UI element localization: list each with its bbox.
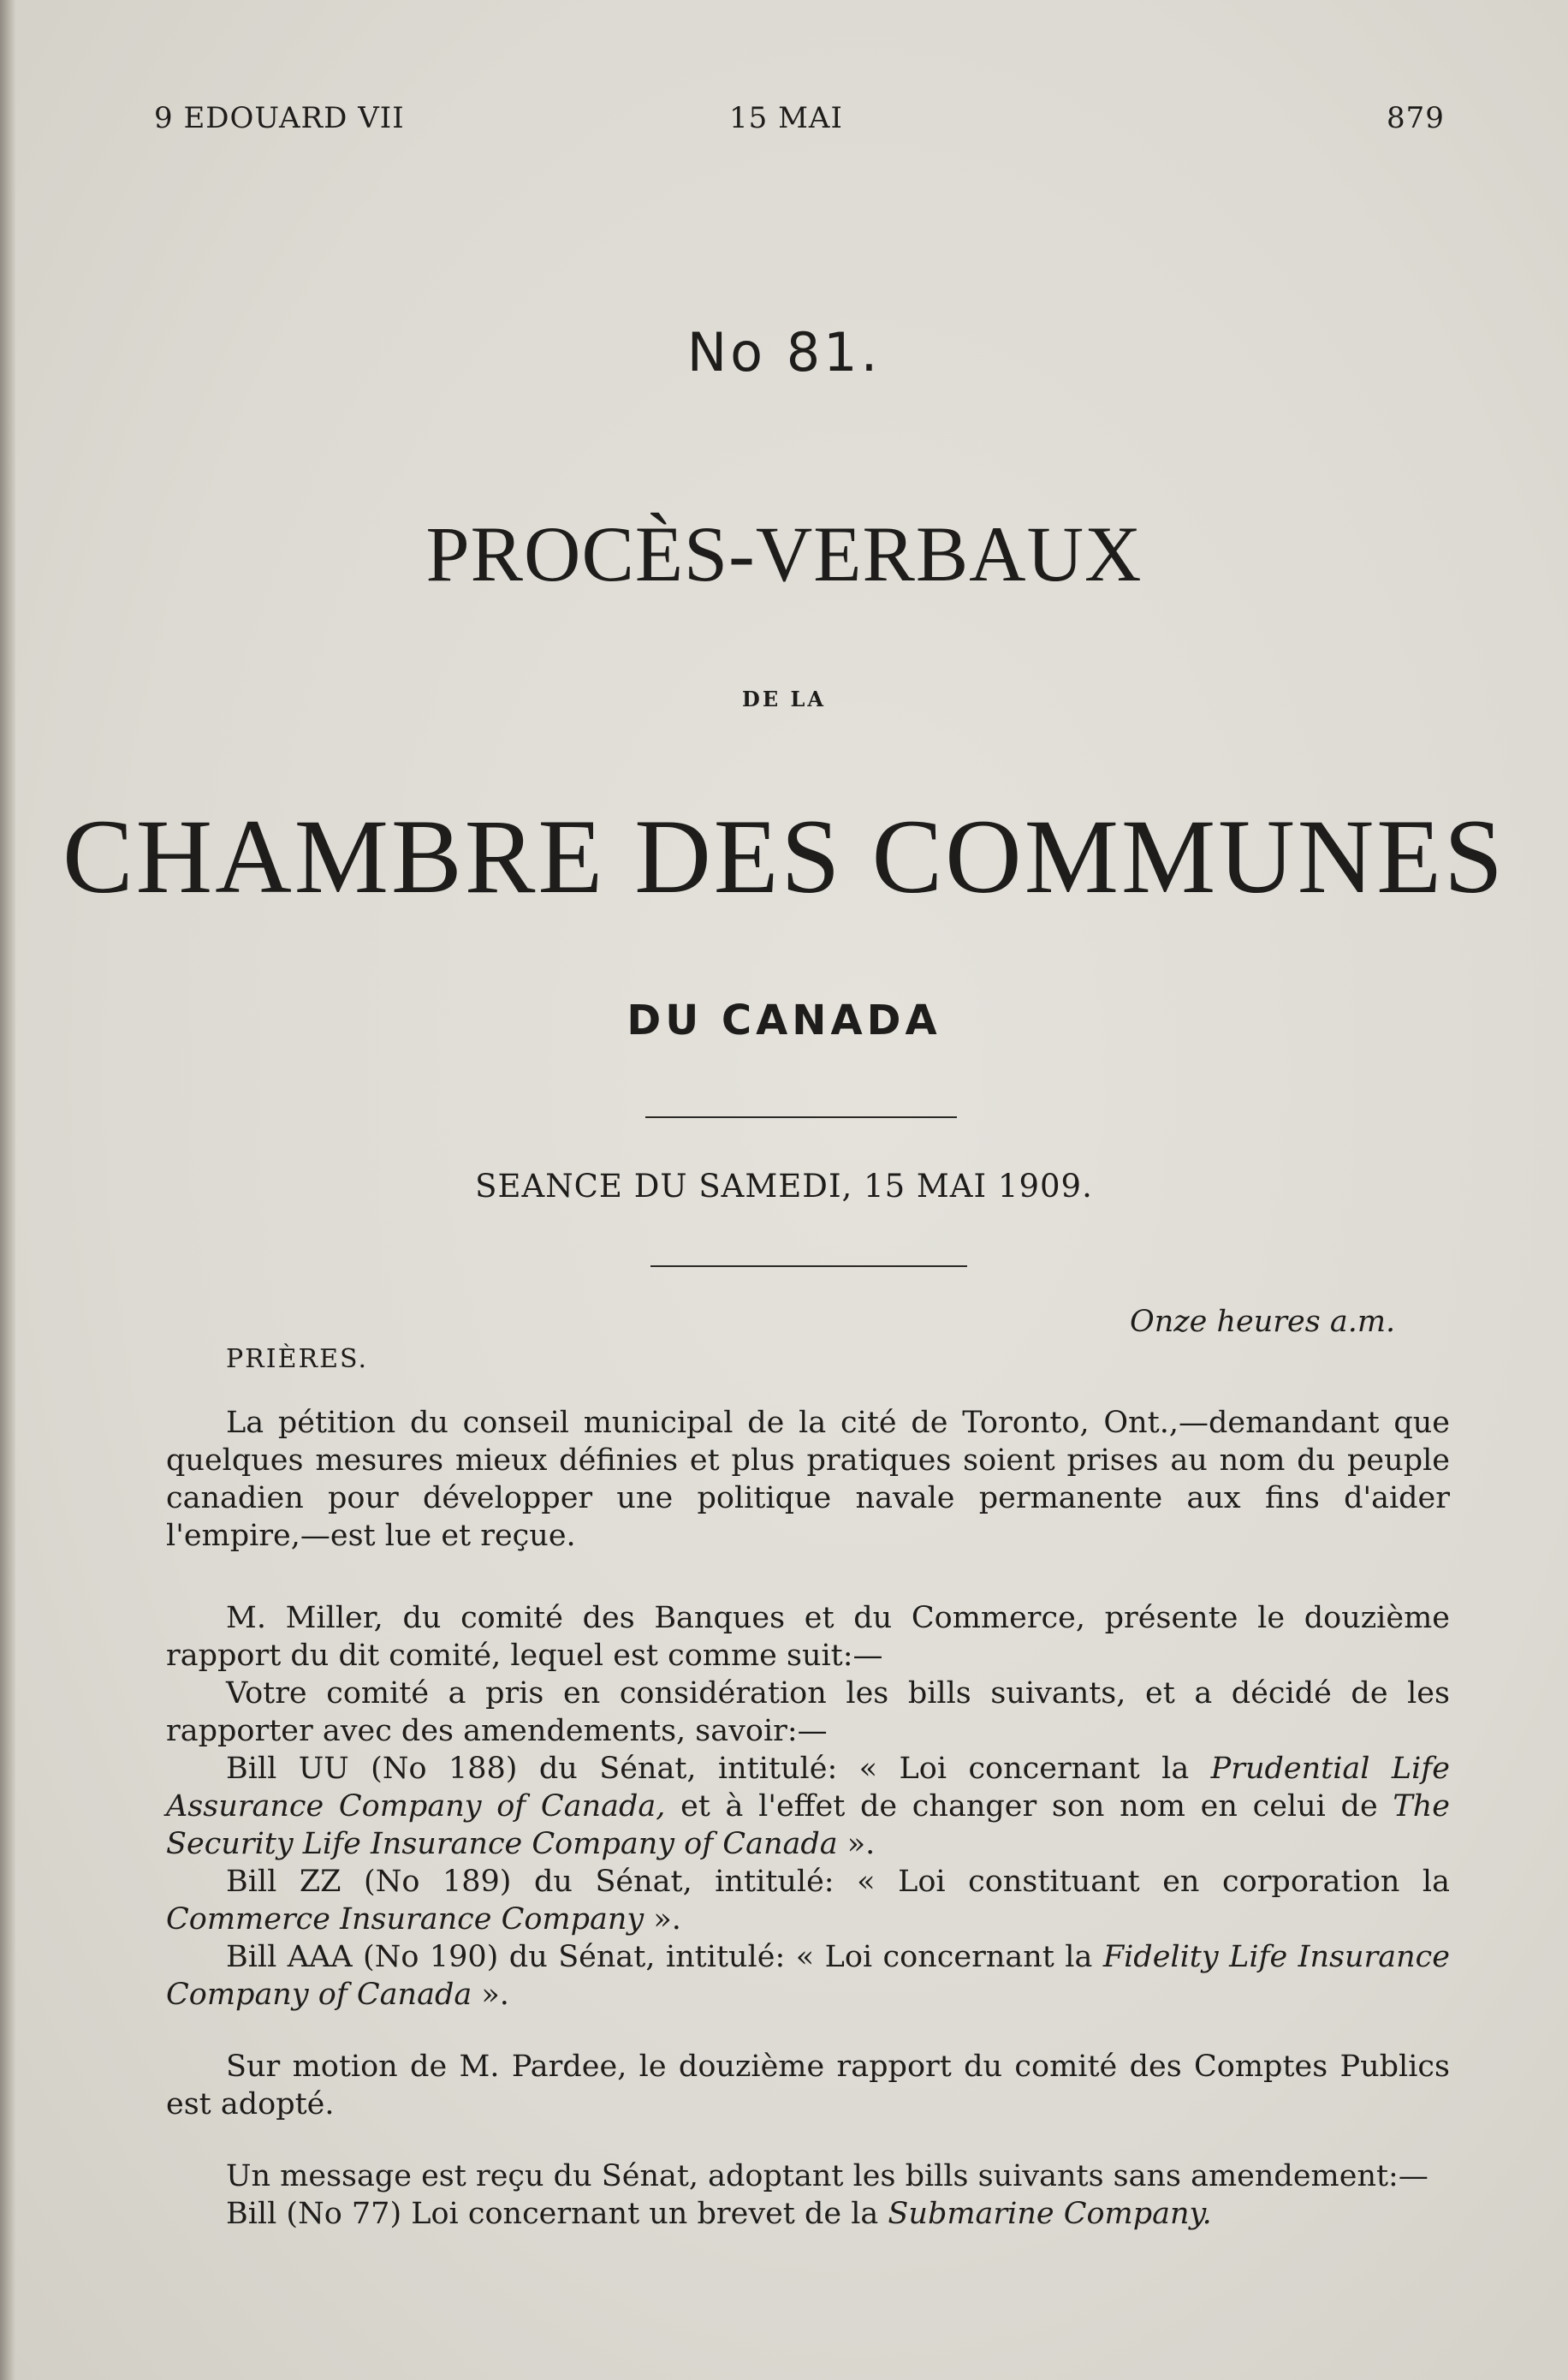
header-date: 15 MAI (729, 101, 843, 135)
title-proces-verbaux: PROCÈS-VERBAUX (425, 510, 1143, 598)
session-time: Onze heures a.m. (1130, 1305, 1396, 1339)
report-paragraph: M. Miller, du comité des Banques et du Commerce, présente le douzième rapport du dit comité, lequel est comme suit:— (166, 1601, 1450, 1673)
minutes-body (166, 1404, 1450, 2233)
page-number: 879 (1387, 101, 1445, 135)
title-du-canada: DU CANADA (627, 997, 941, 1044)
document-number: No 81. (686, 321, 882, 384)
committee-paragraph: Votre comité a pris en considération les bills suivants, et a décidé de les rapporter avec des amendements, savoir:— (166, 1676, 1450, 1748)
bill-aaa-paragraph: Bill AAA (No 190) du Sénat, intitulé: « Loi concernant la Fidelity Life Insurance Company of Canada ». (166, 1940, 1451, 2012)
bill-zz-paragraph: Bill ZZ (No 189) du Sénat, intitulé: « Loi constituant en corporation la Commerce Insurance Company ». (166, 1865, 1450, 1937)
senate-message-paragraph: Un message est reçu du Sénat, adoptant les bills suivants sans amendement:— (226, 2159, 1428, 2193)
divider-rule (650, 1265, 967, 1267)
header-reign: 9 EDOUARD VII (154, 101, 405, 135)
bill-77-paragraph: Bill (No 77) Loi concernant un brevet de la Submarine Company. (226, 2197, 1212, 2231)
petition-paragraph: La pétition du conseil municipal de la cité de Toronto, Ont.,—demandant que quelques mesures mieux définies et plus pratiques soient prises au nom du peuple canadien pour développer une politique navale permanente aux fins d'aider l'empire,—est lue et reçue. (166, 1406, 1450, 1553)
bill-uu-paragraph: Bill UU (No 188) du Sénat, intitulé: « Loi concernant la Prudential Life Assurance Company of Canada, et à l'effet de changer son nom en celui de The Security Life Insurance Company of Canada ». (166, 1752, 1451, 1861)
title-de-la: DE LA (742, 687, 826, 711)
title-chambre-des-communes: CHAMBRE DES COMMUNES (62, 798, 1506, 915)
prayers-heading: PRIÈRES. (226, 1344, 369, 1374)
session-heading: SEANCE DU SAMEDI, 15 MAI 1909. (475, 1168, 1093, 1205)
divider-rule (645, 1116, 957, 1118)
pardee-motion-paragraph: Sur motion de M. Pardee, le douzième rapport du comité des Comptes Publics est adopté. (166, 2050, 1450, 2121)
